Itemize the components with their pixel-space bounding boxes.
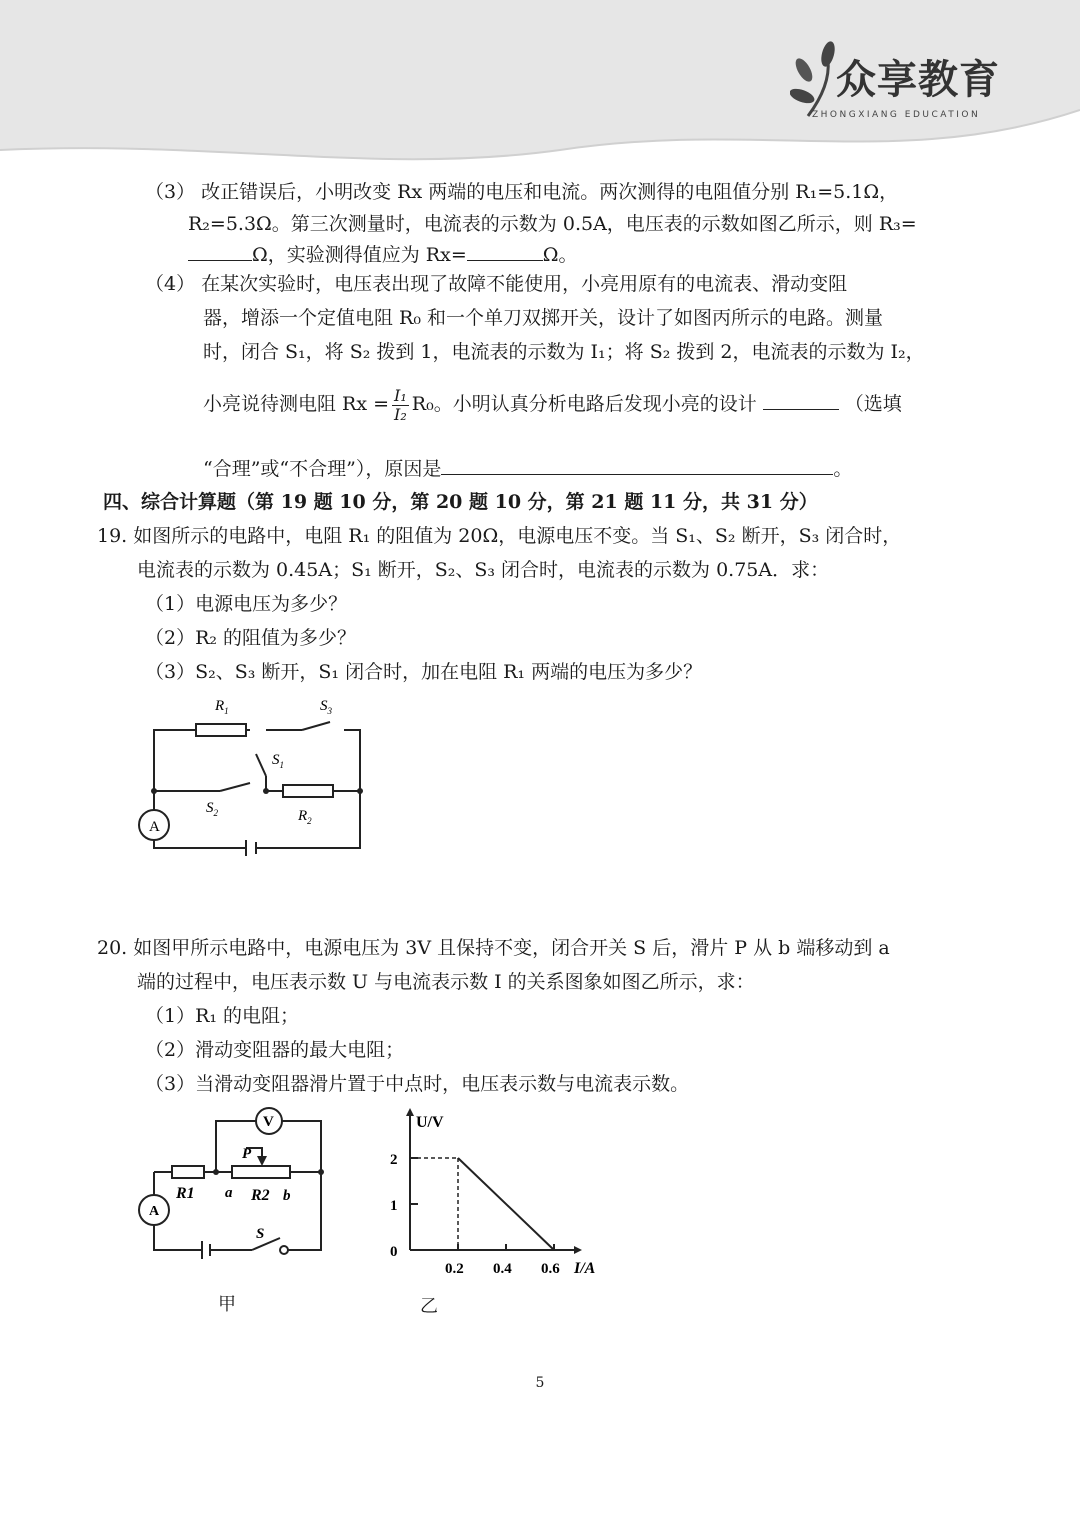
logo-text: 众享教育 [836,57,1000,103]
switch-s-label: S [256,1226,265,1242]
q19-sub1: （1）电源电压为多少？ [145,593,348,615]
series-line [458,1158,554,1250]
rheostat-r2 [232,1166,290,1178]
leaf-icon [790,40,840,120]
switch-terminal [280,1246,288,1254]
s3-label [320,698,333,716]
q19-circuit-diagram [130,690,380,865]
answer-blank-rx[interactable] [467,242,543,261]
y-axis-arrow-icon [406,1108,414,1116]
q20-sub2: （2）滑动变阻器的最大电阻； [145,1039,405,1061]
q18-3-line3 [188,242,578,267]
q19-sub3: （3）S₂、S₃ 断开，S₁ 闭合时，加在电阻 R₁ 两端的电压为多少？ [145,661,703,683]
q18-3-line3-end: Ω。 [542,244,578,266]
r1-letter: R [215,698,225,714]
r2-label [297,808,312,826]
resistor-r1 [172,1166,204,1178]
s2-letter: S [206,800,214,816]
s3-subscript: 3 [327,706,332,716]
x-tick-label: 0.4 [493,1261,512,1277]
ammeter-label: A [149,1204,160,1219]
y-axis-label: U/V [416,1114,444,1131]
r1-label [214,698,229,716]
q20-circuit-diagram [130,1100,340,1270]
s2-subscript: 2 [213,808,218,818]
s2-label [206,800,219,818]
q18-4-line4-text3: （选填 [844,393,902,415]
q18-4-line5-end: 。 [833,458,853,480]
voltmeter-label: V [263,1114,274,1130]
q20-line1: 20. 如图甲所示电路中，电源电压为 3V 且保持不变，闭合开关 S 后，滑片 P 从 b 端移动到 a [97,937,890,959]
brand-logo [790,40,1000,130]
q18-4-line3: 时，闭合 S₁，将 S₂ 拨到 1，电流表的示数为 I₁；将 S₂ 拨到 2，电流表的示数为 I₂， [203,341,925,363]
x-axis-label: I/A [574,1260,596,1277]
terminal-a-label: a [225,1185,233,1201]
page-number: 5 [535,1375,545,1391]
s1-label [272,752,284,770]
r2-label: R2 [251,1187,270,1204]
y-tick-label: 1 [390,1198,398,1214]
s1-letter: S [272,752,280,768]
ammeter-label: A [149,819,160,835]
junction-dot [151,788,157,794]
slider-arrow-icon [257,1156,267,1166]
answer-blank-r3[interactable] [188,242,252,261]
r1-label: R1 [176,1185,195,1202]
figure-caption-yi: 乙 [420,1296,438,1317]
x-tick-label: 0.2 [445,1261,464,1277]
junction-dot [357,788,363,794]
r1-subscript: 1 [224,706,229,716]
r2-letter: R [298,808,308,824]
x-tick-label: 0.6 [541,1261,560,1277]
q19-line2: 电流表的示数为 0.45A；S₁ 断开，S₂、S₃ 闭合时，电流表的示数为 0.75A．求： [137,559,830,581]
terminal-b-label: b [283,1188,291,1204]
slider-p-label: P [242,1146,252,1162]
q20-line2: 端的过程中，电压表示数 U 与电流表示数 I 的关系图象如图乙所示，求： [137,971,755,993]
logo-subtitle: ZHONGXIANG EDUCATION [812,110,981,120]
junction-dot [213,1169,219,1175]
fraction-numerator: I₁ [394,385,407,405]
q18-3-line2: R₂=5.3Ω。第三次测量时，电流表的示数为 0.5A，电压表的示数如图乙所示，则 R₃= [188,213,917,235]
u-i-graph [380,1105,610,1280]
answer-blank-design[interactable] [763,391,839,410]
y-tick-label: 2 [390,1152,398,1168]
q18-4-line4-text2: R₀。小明认真分析电路后发现小亮的设计 [411,393,757,415]
q18-4-line5 [203,456,852,481]
x-axis-arrow-icon [574,1246,582,1254]
resistor-r2 [283,785,333,797]
q18-4-line5-text: “合理”或“不合理”），原因是 [203,458,442,480]
junction-dot [318,1169,324,1175]
q19-line1: 19. 如图所示的电路中，电阻 R₁ 的阻值为 20Ω，电源电压不变。当 S₁、S₂ 断开，S₃ 闭合时， [97,525,902,547]
fraction-denominator: I₂ [394,404,407,424]
junction-dot [263,788,269,794]
s3-letter: S [320,698,328,714]
s1-subscript: 1 [279,760,284,770]
q18-3-line1: （3） 改正错误后，小明改变 Rx 两端的电压和电流。两次测得的电阻值分别 R₁=5.1Ω， [145,181,899,203]
y-tick-label: 0 [390,1244,398,1260]
q20-sub1: （1）R₁ 的电阻； [145,1005,300,1027]
q18-4-line2: 器，增添一个定值电阻 R₀ 和一个单刀双掷开关，设计了如图丙所示的电路。测量 [203,307,884,329]
section-title: 四、综合计算题（第 19 题 10 分，第 20 题 10 分，第 21 题 11 分，共 31 分） [103,491,818,513]
q18-4-line1: （4） 在某次实验时，电压表出现了故障不能使用，小亮用原有的电流表、滑动变阻 [145,273,848,295]
q18-3-line3-text: Ω，实验测得值应为 Rx= [252,244,467,266]
resistor-r1 [196,724,246,736]
q18-4-line4-text: 小亮说待测电阻 Rx = [203,393,390,415]
answer-blank-reason[interactable] [441,456,833,475]
q20-sub3: （3）当滑动变阻器滑片置于中点时，电压表示数与电流表示数。 [145,1073,690,1095]
q19-sub2: （2）R₂ 的阻值为多少？ [145,627,357,649]
q18-4-line4 [203,384,902,424]
figure-caption-jia: 甲 [218,1294,236,1315]
formula-fraction [392,387,409,424]
r2-subscript: 2 [307,816,312,826]
